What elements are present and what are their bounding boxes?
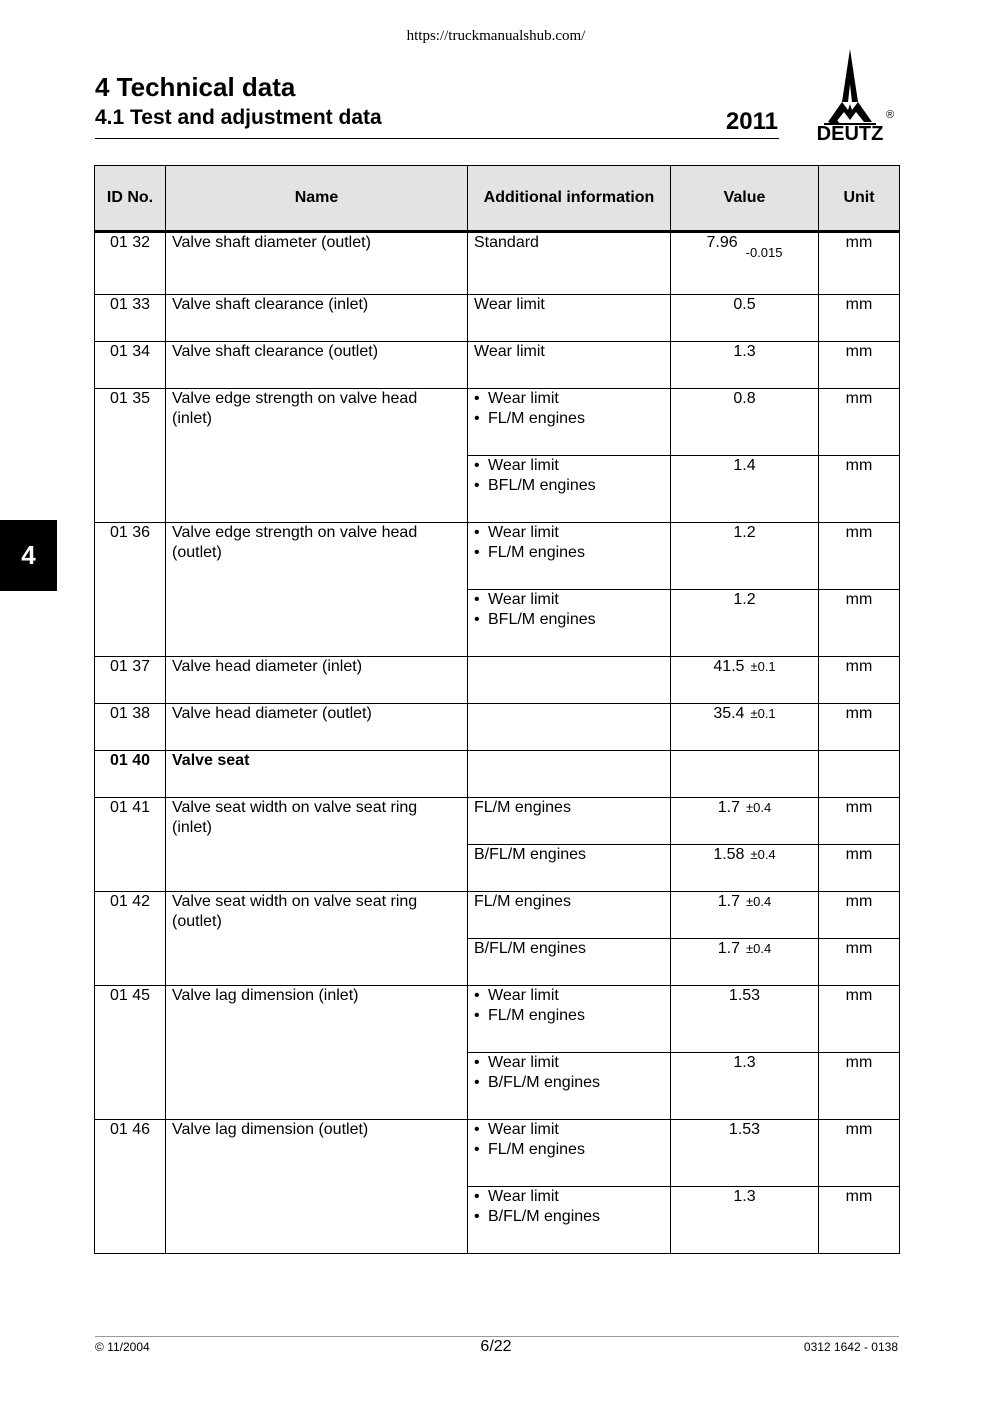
value-number: 1.4 (733, 457, 756, 474)
bullet-item: • Wear limit (474, 590, 664, 610)
unit-cell (819, 751, 900, 798)
chapter-title: 4 Technical data (95, 72, 296, 102)
section-title: 4.1 Test and adjustment data (95, 106, 382, 129)
value-cell (671, 523, 819, 590)
id-cell: 01 45 (95, 986, 166, 1120)
value-cell (671, 986, 819, 1053)
engine-model: 2011 (725, 108, 778, 135)
value-cell (671, 342, 819, 389)
source-url: https://truckmanualshub.com/ (406, 28, 586, 44)
info-cell: B/FL/M engines (468, 845, 671, 892)
info-cell (468, 1053, 671, 1120)
info-cell (468, 523, 671, 590)
value-number: 1.3 (733, 343, 756, 360)
unit-cell: mm (819, 456, 900, 523)
unit-cell: mm (819, 845, 900, 892)
name-cell: Valve head diameter (outlet) (166, 704, 468, 751)
id-cell: 01 37 (95, 657, 166, 704)
value-cell (671, 1120, 819, 1187)
bullet-item: • FL/M engines (474, 409, 664, 429)
info-cell: Wear limit (468, 342, 671, 389)
value-number: 1.58 (713, 846, 745, 863)
doc-number: 0312 1642 - 0138 (803, 1340, 898, 1354)
bullet-item: • FL/M engines (474, 1140, 664, 1160)
info-cell (468, 456, 671, 523)
id-cell: 01 41 (95, 798, 166, 892)
unit-cell: mm (819, 986, 900, 1053)
name-cell: Valve shaft clearance (outlet) (166, 342, 468, 389)
value-cell (671, 704, 819, 751)
unit-cell: mm (819, 1053, 900, 1120)
tolerance: ±0.1 (750, 706, 776, 721)
bullet-item: • Wear limit (474, 456, 664, 476)
value-number: 1.7 (717, 799, 741, 816)
value-cell (671, 590, 819, 657)
bullet-item: • B/FL/M engines (474, 1073, 664, 1093)
value-number: 1.53 (728, 987, 761, 1004)
footer-rule (95, 1336, 899, 1337)
id-cell: 01 38 (95, 704, 166, 751)
info-cell (468, 704, 671, 751)
info-cell: Wear limit (468, 295, 671, 342)
bullet-item: • FL/M engines (474, 543, 664, 563)
table-row (95, 657, 900, 704)
tolerance: ±0.4 (746, 941, 772, 956)
info-cell: FL/M engines (468, 892, 671, 939)
unit-cell: mm (819, 798, 900, 845)
value-cell (671, 295, 819, 342)
unit-cell: mm (819, 657, 900, 704)
info-cell (468, 1187, 671, 1254)
value-cell (671, 1187, 819, 1254)
value-number: 1.53 (728, 1121, 761, 1138)
table-row (95, 751, 900, 798)
info-cell (468, 751, 671, 798)
table-row (95, 704, 900, 751)
tolerance: ±0.4 (746, 800, 772, 815)
value-cell (671, 798, 819, 845)
info-cell: FL/M engines (468, 798, 671, 845)
name-cell: Valve seat width on valve seat ring (inlet) (166, 798, 468, 892)
logo-text: DEUTZ (816, 123, 884, 144)
value-cell (671, 389, 819, 456)
name-cell: Valve shaft diameter (outlet) (166, 232, 468, 295)
header-rule (95, 138, 779, 139)
value-number: 1.7 (717, 893, 741, 910)
bullet-item: • Wear limit (474, 1120, 664, 1140)
value-cell (671, 1053, 819, 1120)
table-row (95, 389, 900, 456)
unit-cell: mm (819, 1120, 900, 1187)
copyright: © 11/2004 (95, 1340, 150, 1354)
info-cell (468, 590, 671, 657)
name-cell: Valve seat (166, 751, 468, 798)
info-cell: B/FL/M engines (468, 939, 671, 986)
col-value: Value (671, 166, 819, 232)
value-cell (671, 751, 819, 798)
table-row (95, 986, 900, 1053)
unit-cell: mm (819, 523, 900, 590)
id-cell: 01 36 (95, 523, 166, 657)
info-cell (468, 657, 671, 704)
id-cell: 01 40 (95, 751, 166, 798)
chapter-tab: 4 (0, 520, 57, 591)
bullet-item: • Wear limit (474, 986, 664, 1006)
value-number: 1.2 (733, 591, 756, 608)
bullet-item: • Wear limit (474, 1053, 664, 1073)
value-number: 0.8 (733, 390, 756, 407)
bullet-item: • Wear limit (474, 1187, 664, 1207)
value-cell (671, 892, 819, 939)
col-info: Additional information (468, 166, 671, 232)
id-cell: 01 33 (95, 295, 166, 342)
col-name: Name (166, 166, 468, 232)
bullet-item: • FL/M engines (474, 1006, 664, 1026)
name-cell: Valve lag dimension (inlet) (166, 986, 468, 1120)
info-cell (468, 1120, 671, 1187)
name-cell: Valve shaft clearance (inlet) (166, 295, 468, 342)
info-cell: Standard (468, 232, 671, 295)
info-cell (468, 986, 671, 1053)
test-adjustment-table (94, 165, 900, 1254)
tolerance: ±0.1 (750, 659, 776, 674)
value-number: 41.5 (713, 658, 745, 675)
tolerance: ±0.4 (750, 847, 776, 862)
value-number: 1.7 (717, 940, 741, 957)
table-row (95, 1120, 900, 1187)
bullet-item: • BFL/M engines (474, 476, 664, 496)
unit-cell: mm (819, 939, 900, 986)
id-cell: 01 42 (95, 892, 166, 986)
unit-cell: mm (819, 1187, 900, 1254)
bullet-item: • Wear limit (474, 389, 664, 409)
value-number: 35.4 (713, 705, 745, 722)
unit-cell: mm (819, 590, 900, 657)
table-row (95, 892, 900, 939)
value-number: 7.96 (706, 234, 738, 251)
tolerance: -0.015 (745, 245, 783, 260)
value-cell (671, 232, 819, 295)
id-cell: 01 46 (95, 1120, 166, 1254)
table-row (95, 523, 900, 590)
name-cell: Valve head diameter (inlet) (166, 657, 468, 704)
info-cell (468, 389, 671, 456)
unit-cell: mm (819, 704, 900, 751)
deutz-logo (800, 44, 900, 144)
table-row (95, 342, 900, 389)
name-cell: Valve edge strength on valve head (outlet) (166, 523, 468, 657)
name-cell: Valve lag dimension (outlet) (166, 1120, 468, 1254)
unit-cell: mm (819, 295, 900, 342)
unit-cell: mm (819, 232, 900, 295)
value-number: 1.3 (733, 1054, 756, 1071)
name-cell: Valve edge strength on valve head (inlet) (166, 389, 468, 523)
col-id: ID No. (95, 166, 166, 232)
page-number: 6/22 (480, 1338, 512, 1355)
value-cell (671, 845, 819, 892)
unit-cell: mm (819, 342, 900, 389)
tolerance: ±0.4 (746, 894, 772, 909)
id-cell: 01 35 (95, 389, 166, 523)
value-cell (671, 939, 819, 986)
table-row (95, 232, 900, 295)
value-number: 0.5 (733, 296, 756, 313)
value-number: 1.2 (733, 524, 756, 541)
table-row (95, 295, 900, 342)
value-cell (671, 456, 819, 523)
bullet-item: • Wear limit (474, 523, 664, 543)
value-number: 1.3 (733, 1188, 756, 1205)
id-cell: 01 32 (95, 232, 166, 295)
table-header-row (95, 166, 900, 232)
unit-cell: mm (819, 892, 900, 939)
value-cell (671, 657, 819, 704)
name-cell: Valve seat width on valve seat ring (outlet) (166, 892, 468, 986)
bullet-item: • BFL/M engines (474, 610, 664, 630)
col-unit: Unit (819, 166, 900, 232)
registered-mark: ® (885, 109, 895, 121)
unit-cell: mm (819, 389, 900, 456)
id-cell: 01 34 (95, 342, 166, 389)
table-row (95, 798, 900, 845)
bullet-item: • B/FL/M engines (474, 1207, 664, 1227)
